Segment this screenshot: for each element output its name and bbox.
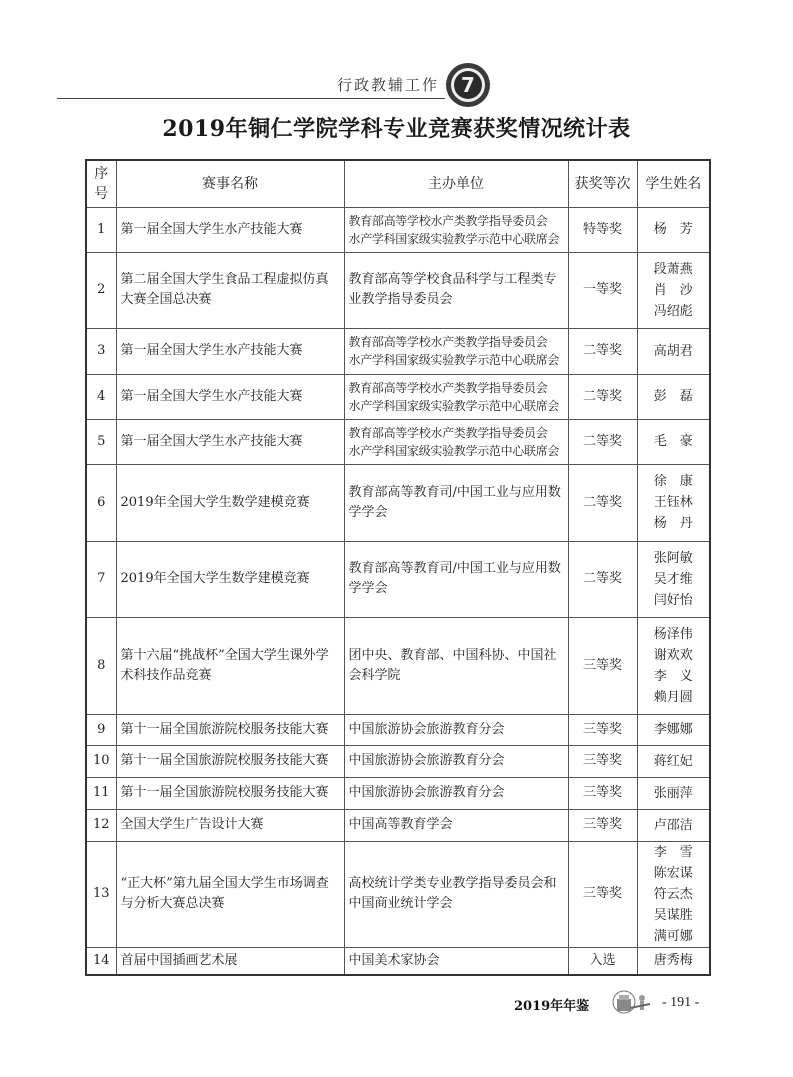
student-name: 李 雪 (653, 844, 693, 860)
cell-no: 10 (86, 745, 116, 777)
cell-students (637, 947, 710, 975)
yearbook-label: 2019年年鉴 (514, 999, 590, 1014)
student-name: 张阿敏 (653, 550, 693, 566)
student-name: 杨 芳 (653, 222, 693, 237)
cell-event: 第十一届全国旅游院校服务技能大赛 (116, 745, 344, 777)
table-row (86, 947, 710, 975)
cell-award: 二等奖 (568, 374, 637, 419)
table-row (86, 374, 710, 419)
student-name: 彭 磊 (653, 389, 693, 404)
student-name: 杨泽伟 (653, 626, 693, 642)
cell-event: 第十六届“挑战杯”全国大学生课外学术科技作品竞赛 (116, 617, 344, 714)
organizer-line: 教育部高等学校水产类教学指导委员会 (348, 335, 548, 349)
student-name: 张丽萍 (653, 785, 693, 801)
cell-organizer (344, 419, 568, 464)
table-row (86, 252, 710, 328)
table-row (86, 841, 710, 947)
student-name: 杨 丹 (653, 516, 693, 531)
organizer-line: 中国旅游协会旅游教育分会 (348, 721, 505, 737)
cell-organizer (344, 617, 568, 714)
student-name: 高胡君 (653, 343, 693, 359)
cell-organizer (344, 252, 568, 328)
cell-award: 特等奖 (568, 207, 637, 252)
header-award: 获奖等次 (568, 160, 637, 207)
header-students: 学生姓名 (637, 160, 710, 207)
organizer-line: 中国旅游协会旅游教育分会 (348, 785, 505, 800)
student-name: 符云杰 (653, 886, 693, 902)
table-row (86, 714, 710, 745)
student-name: 谢欢欢 (653, 647, 693, 663)
cell-award: 入选 (568, 947, 637, 975)
university-emblem-icon (444, 60, 492, 110)
cell-no: 11 (86, 777, 116, 809)
cell-students (637, 207, 710, 252)
cell-event: “正大杯”第九届全国大学生市场调查与分析大赛总决赛 (116, 841, 344, 947)
organizer-line: 教育部高等学校水产类教学指导委员会 (348, 425, 548, 440)
page-footer (514, 990, 744, 1020)
organizer-line: 水产学科国家级实验教学示范中心联席会 (348, 443, 560, 458)
table-row (86, 777, 710, 809)
header-organizer: 主办单位 (344, 160, 568, 207)
organizer-line: 中国美术家协会 (348, 952, 440, 968)
student-name: 王钰林 (653, 495, 693, 510)
student-name: 李娜娜 (653, 722, 693, 737)
cell-event: 2019年全国大学生数学建模竞赛 (116, 541, 344, 617)
cell-students (637, 841, 710, 947)
page-number: - 191 - (662, 995, 700, 1010)
yearbook-mascot-icon (610, 990, 652, 1018)
cell-event: 首届中国插画艺术展 (116, 947, 344, 975)
running-head (57, 70, 445, 99)
cell-no: 3 (86, 328, 116, 374)
table-row (86, 328, 710, 374)
table-row (86, 207, 710, 252)
cell-no: 7 (86, 541, 116, 617)
cell-organizer (344, 714, 568, 745)
cell-students (637, 617, 710, 714)
table-row (86, 809, 710, 841)
organizer-line: 教育部高等学校食品科学与工程类专业教学指导委员会 (348, 272, 557, 307)
cell-students (637, 252, 710, 328)
cell-no: 5 (86, 419, 116, 464)
cell-event: 2019年全国大学生数学建模竞赛 (116, 464, 344, 541)
cell-organizer (344, 947, 568, 975)
page-title: 2019年铜仁学院学科专业竞赛获奖情况统计表 (162, 116, 631, 142)
student-name: 闫好怡 (653, 592, 693, 608)
student-name: 满可娜 (653, 928, 693, 944)
cell-award: 二等奖 (568, 328, 637, 374)
organizer-line: 教育部高等学校水产类教学指导委员会 (348, 380, 548, 395)
cell-organizer (344, 464, 568, 541)
table-row (86, 464, 710, 541)
cell-event: 第十一届全国旅游院校服务技能大赛 (116, 714, 344, 745)
student-name: 吴谋胜 (653, 907, 693, 923)
awards-table (85, 159, 711, 976)
cell-no: 1 (86, 207, 116, 252)
cell-award: 三等奖 (568, 841, 637, 947)
table-row (86, 541, 710, 617)
cell-award: 三等奖 (568, 777, 637, 809)
cell-organizer (344, 541, 568, 617)
table-row (86, 617, 710, 714)
student-name: 李 义 (653, 668, 693, 684)
organizer-line: 教育部高等学校水产类教学指导委员会 (348, 213, 548, 228)
cell-organizer (344, 841, 568, 947)
cell-organizer (344, 745, 568, 777)
header-no: 序 号 (86, 160, 116, 207)
organizer-line: 中国旅游协会旅游教育分会 (348, 753, 505, 768)
cell-students (637, 328, 710, 374)
student-name: 卢邵洁 (653, 817, 693, 833)
cell-event: 全国大学生广告设计大赛 (116, 809, 344, 841)
cell-students (637, 419, 710, 464)
cell-organizer (344, 777, 568, 809)
student-name: 肖 沙 (653, 282, 693, 298)
cell-event: 第二届全国大学生食品工程虚拟仿真大赛全国总决赛 (116, 252, 344, 328)
organizer-line: 团中央、教育部、中国科协、中国社会科学院 (348, 647, 557, 683)
cell-no: 14 (86, 947, 116, 975)
cell-organizer (344, 207, 568, 252)
cell-event: 第一届全国大学生水产技能大赛 (116, 419, 344, 464)
cell-no: 6 (86, 464, 116, 541)
student-name: 冯绍彪 (653, 303, 693, 319)
cell-no: 2 (86, 252, 116, 328)
cell-organizer (344, 809, 568, 841)
cell-organizer (344, 374, 568, 419)
organizer-line: 中国高等教育学会 (348, 817, 453, 832)
organizer-line: 高校统计学类专业教学指导委员会和中国商业统计学会 (348, 876, 557, 911)
organizer-line: 教育部高等教育司/中国工业与应用数学学会 (348, 561, 561, 596)
organizer-line: 教育部高等教育司/中国工业与应用数学学会 (348, 484, 561, 520)
cell-award: 一等奖 (568, 252, 637, 328)
student-name: 毛 豪 (653, 434, 693, 449)
cell-no: 8 (86, 617, 116, 714)
cell-award: 三等奖 (568, 809, 637, 841)
cell-students (637, 745, 710, 777)
student-name: 段萧燕 (653, 261, 693, 277)
header-event: 赛事名称 (116, 160, 344, 207)
cell-award: 二等奖 (568, 464, 637, 541)
organizer-line: 水产学科国家级实验教学示范中心联席会 (348, 231, 560, 246)
cell-no: 9 (86, 714, 116, 745)
cell-students (637, 777, 710, 809)
cell-award: 三等奖 (568, 714, 637, 745)
cell-award: 二等奖 (568, 541, 637, 617)
cell-no: 4 (86, 374, 116, 419)
cell-students (637, 714, 710, 745)
cell-award: 三等奖 (568, 617, 637, 714)
table-row (86, 745, 710, 777)
cell-students (637, 464, 710, 541)
section-title: 行政教辅工作 (336, 76, 439, 94)
cell-students (637, 541, 710, 617)
cell-event: 第十一届全国旅游院校服务技能大赛 (116, 777, 344, 809)
student-name: 唐秀梅 (653, 953, 693, 969)
cell-no: 13 (86, 841, 116, 947)
student-name: 蒋红妃 (653, 753, 693, 769)
cell-organizer (344, 328, 568, 374)
student-name: 赖月圆 (653, 689, 693, 705)
svg-text:7: 7 (461, 73, 475, 97)
cell-event: 第一届全国大学生水产技能大赛 (116, 328, 344, 374)
student-name: 陈宏谋 (653, 865, 693, 881)
cell-students (637, 374, 710, 419)
organizer-line: 水产学科国家级实验教学示范中心联席会 (348, 398, 560, 413)
cell-students (637, 809, 710, 841)
student-name: 徐 康 (653, 474, 693, 489)
table-row (86, 419, 710, 464)
cell-award: 二等奖 (568, 419, 637, 464)
organizer-line: 水产学科国家级实验教学示范中心联席会 (348, 353, 560, 367)
cell-event: 第一届全国大学生水产技能大赛 (116, 374, 344, 419)
student-name: 吴才维 (653, 571, 693, 587)
cell-no: 12 (86, 809, 116, 841)
cell-event: 第一届全国大学生水产技能大赛 (116, 207, 344, 252)
table-header-row (86, 160, 710, 207)
cell-award: 三等奖 (568, 745, 637, 777)
